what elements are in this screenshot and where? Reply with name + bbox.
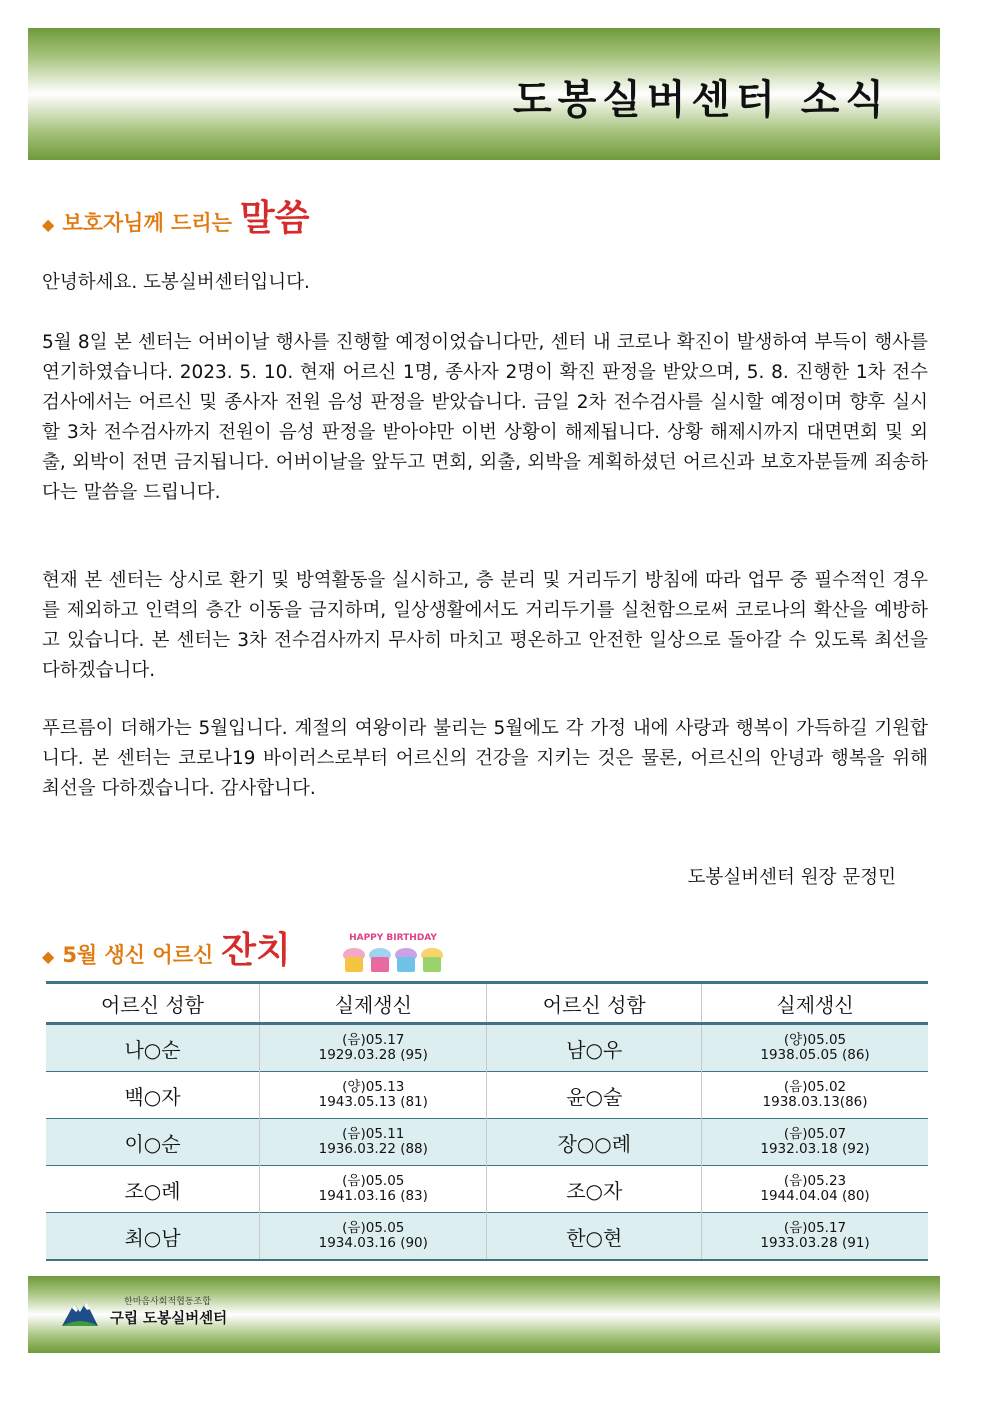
section-heading-message <box>42 190 309 241</box>
cupcake-icon <box>369 948 391 972</box>
senior-name: 장○○례 <box>487 1119 702 1166</box>
senior-name: 한○현 <box>487 1213 702 1261</box>
paragraph-text: 푸르름이 더해가는 5월입니다. 계절의 여왕이라 불리는 5월에도 각 가정 내에 사랑과 행복이 가득하길 기원합니다. 본 센터는 코로나19 바이러스로부터 어르신의 건강을 지키는 것은 물론, 어르신의 안녕과 행복을 위해 최선을 다하겠습니다. 감사합니다. <box>42 718 928 799</box>
table-row <box>46 1119 928 1166</box>
table-row <box>46 1024 928 1072</box>
letter-paragraph-3 <box>42 714 928 804</box>
senior-name: 백○자 <box>46 1072 260 1119</box>
section-heading-highlight: 말씀 <box>239 198 310 239</box>
birthday-cupcakes-icon <box>330 928 456 976</box>
section-heading-birthday <box>42 922 291 973</box>
letter-paragraph-1 <box>42 328 928 508</box>
senior-name: 남○우 <box>487 1024 702 1072</box>
letter-greeting: 안녕하세요. 도봉실버센터입니다. <box>42 272 310 293</box>
senior-name: 이○순 <box>46 1119 260 1166</box>
org-subtitle: 한마음사회적협동조합 <box>124 1297 211 1307</box>
section-heading-prefix: 5월 생신 어르신 <box>62 943 214 967</box>
birthday-date: (음)05.05 1934.03.16 (90) <box>260 1213 487 1261</box>
cupcake-icon <box>395 948 417 972</box>
birthday-date: (음)05.11 1936.03.22 (88) <box>260 1119 487 1166</box>
table-row <box>46 1213 928 1261</box>
section-heading-highlight: 잔치 <box>221 930 291 971</box>
letter-paragraph-2 <box>42 566 928 686</box>
birthday-date: (음)05.07 1932.03.18 (92) <box>702 1119 928 1166</box>
birthday-date: (음)05.17 1933.03.28 (91) <box>702 1213 928 1261</box>
birthday-banner-text: HAPPY BIRTHDAY <box>349 933 437 943</box>
paragraph-text: 5월 8일 본 센터는 어버이날 행사를 진행할 예정이었습니다만, 센터 내 코로나 확진이 발생하여 부득이 행사를 연기하였습니다. 2023. 5. 10. 현재 어르신 1명, 종사자 2명이 확진 판정을 받았으며, 5. 8. 진행한 1차 전수검사에서는 어르신 및 종사자 전원 음성 판정을 받았습니다. 금일 2차 전수검사를 실시할 예정이며 향후 실시할 3차 전수검사까지 전원이 음성 판정을 받아야만 이번 상황이 해제됩니다. 상황 해제시까지 대면면회 및 외출, 외박이 전면 금지됩니다. 어버이날을 앞두고 면회, 외출, 외박을 계획하셨던 어르신과 보호자분들께 죄송하다는 말씀을 드립니다. <box>42 332 928 503</box>
cupcake-icon <box>343 948 365 972</box>
senior-name: 나○순 <box>46 1024 260 1072</box>
page-title: 도봉실버센터 소식 <box>512 77 890 123</box>
birthday-date: (양)05.05 1938.05.05 (86) <box>702 1024 928 1072</box>
birthday-date: (양)05.13 1943.05.13 (81) <box>260 1072 487 1119</box>
column-header: 실제생신 <box>260 983 487 1024</box>
birthday-date: (음)05.17 1929.03.28 (95) <box>260 1024 487 1072</box>
diamond-bullet-icon: ◆ <box>42 947 55 966</box>
mountain-logo-icon <box>60 1294 100 1328</box>
birthday-date: (음)05.23 1944.04.04 (80) <box>702 1166 928 1213</box>
birthday-date: (음)05.05 1941.03.16 (83) <box>260 1166 487 1213</box>
table-row <box>46 1166 928 1213</box>
table-header-row <box>46 983 928 1024</box>
senior-name: 윤○술 <box>487 1072 702 1119</box>
org-name: 구립 도봉실버센터 <box>110 1311 228 1327</box>
senior-name: 조○례 <box>46 1166 260 1213</box>
diamond-bullet-icon: ◆ <box>42 215 55 234</box>
senior-name: 최○남 <box>46 1213 260 1261</box>
birthday-table <box>46 981 928 1261</box>
section-heading-prefix: 보호자님께 드리는 <box>62 211 232 235</box>
header-banner <box>28 28 940 160</box>
table-row <box>46 1072 928 1119</box>
column-header: 실제생신 <box>702 983 928 1024</box>
column-header: 어르신 성함 <box>46 983 260 1024</box>
column-header: 어르신 성함 <box>487 983 702 1024</box>
org-name-block <box>110 1294 227 1328</box>
org-logo <box>60 1294 227 1328</box>
cupcake-icon <box>421 948 443 972</box>
birthday-date: (음)05.02 1938.03.13(86) <box>702 1072 928 1119</box>
paragraph-text: 현재 본 센터는 상시로 환기 및 방역활동을 실시하고, 층 분리 및 거리두기 방침에 따라 업무 중 필수적인 경우를 제외하고 인력의 층간 이동을 금지하며, 일상생활에서도 거리두기를 실천함으로써 코로나의 확산을 예방하고 있습니다. 본 센터는 3차 전수검사까지 무사히 마치고 평온하고 안전한 일상으로 돌아갈 수 있도록 최선을 다하겠습니다. <box>42 570 928 681</box>
senior-name: 조○자 <box>487 1166 702 1213</box>
letter-signature: 도봉실버센터 원장 문정민 <box>687 867 896 888</box>
